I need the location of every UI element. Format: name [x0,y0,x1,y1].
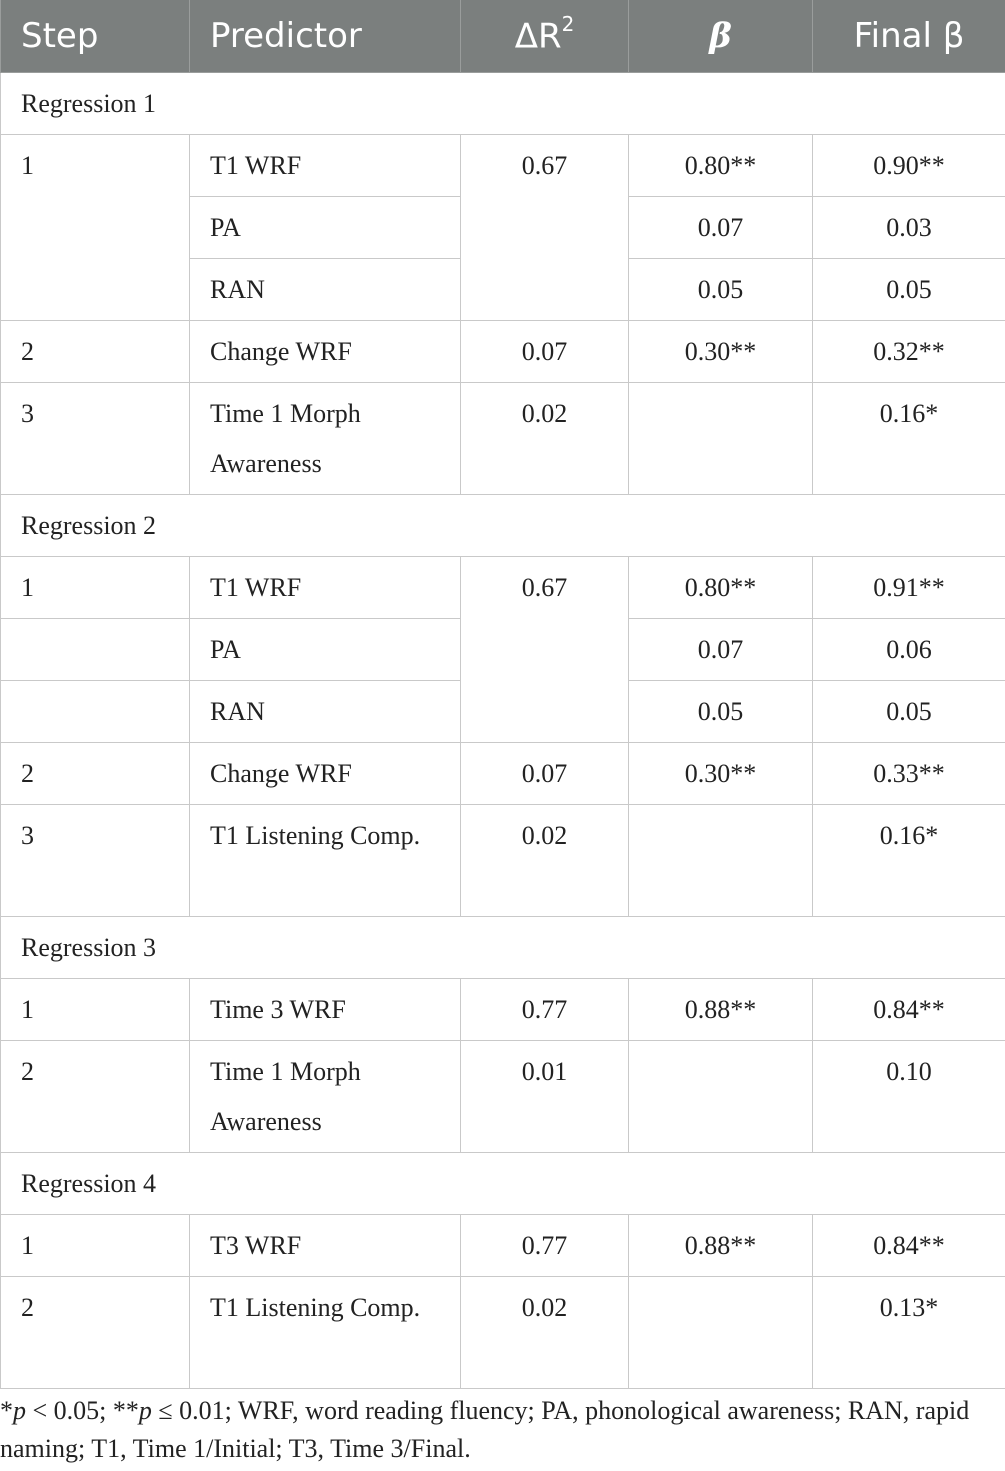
delta-r2-cell: 0.07 [461,321,629,383]
group-title: Regression 4 [1,1153,1005,1215]
predictor-cell: PA [190,619,461,681]
delta-r2-cell: 0.67 [461,135,629,321]
final-beta-cell: 0.84** [813,1215,1005,1277]
final-beta-cell: 0.90** [813,135,1005,197]
footnote-p2: p [138,1396,152,1425]
table-row [1,321,1005,383]
delta-r2-cell: 0.67 [461,557,629,743]
predictor-cell: Change WRF [190,743,461,805]
beta-cell: 0.07 [629,619,813,681]
beta-cell: 0.30** [629,743,813,805]
group-title: Regression 1 [1,73,1005,135]
step-cell: 2 [1,321,190,383]
beta-cell [629,1277,813,1389]
table-row [1,1215,1005,1277]
predictor-cell: Time 1 Morph Awareness [190,1041,461,1153]
table-row [1,743,1005,805]
footnote-p1: p [13,1396,26,1425]
predictor-cell: Time 1 Morph Awareness [190,383,461,495]
step-cell [1,681,190,743]
footnote-sym2: ** [112,1396,139,1425]
final-beta-cell: 0.05 [813,681,1005,743]
predictor-cell: Time 3 WRF [190,979,461,1041]
final-beta-cell: 0.05 [813,259,1005,321]
group-row [1,1153,1005,1215]
final-beta-cell: 0.91** [813,557,1005,619]
table-row [1,1041,1005,1153]
step-cell: 3 [1,805,190,917]
delta-r2-cell: 0.02 [461,1277,629,1389]
beta-cell [629,383,813,495]
predictor-cell: RAN [190,681,461,743]
predictor-cell: PA [190,197,461,259]
header-delta-r-text: ΔR [514,16,562,57]
table-row [1,1277,1005,1389]
group-title: Regression 3 [1,917,1005,979]
group-row [1,495,1005,557]
table-row [1,135,1005,197]
beta-cell [629,1041,813,1153]
step-cell: 2 [1,743,190,805]
table-row [1,805,1005,917]
step-cell: 2 [1,1277,190,1389]
footnote-text2: ≤ 0.01; WRF, word reading fluency; PA, phonological awareness; RAN, rapid naming; T1, Time 1/Initial; T3, Time 3/Final. [0,1396,970,1463]
delta-r2-cell: 0.01 [461,1041,629,1153]
beta-cell: 0.88** [629,1215,813,1277]
group-row [1,73,1005,135]
delta-r2-cell: 0.07 [461,743,629,805]
delta-r2-cell: 0.77 [461,1215,629,1277]
predictor-cell: Change WRF [190,321,461,383]
predictor-cell: T1 Listening Comp. [190,1277,461,1389]
header-row [1,0,1005,73]
predictor-cell: RAN [190,259,461,321]
table-row [1,979,1005,1041]
header-predictor: Predictor [190,0,461,73]
final-beta-cell: 0.84** [813,979,1005,1041]
final-beta-cell: 0.06 [813,619,1005,681]
step-cell: 1 [1,979,190,1041]
beta-cell: 0.80** [629,135,813,197]
final-beta-cell: 0.16* [813,805,1005,917]
predictor-cell: T1 WRF [190,557,461,619]
delta-r2-cell: 0.02 [461,805,629,917]
predictor-cell: T1 WRF [190,135,461,197]
header-delta-r-sup: 2 [561,11,575,36]
beta-cell [629,805,813,917]
step-cell: 3 [1,383,190,495]
final-beta-cell: 0.10 [813,1041,1005,1153]
step-cell: 2 [1,1041,190,1153]
step-cell [1,619,190,681]
footnote-sym1: * [0,1396,13,1425]
final-beta-cell: 0.32** [813,321,1005,383]
beta-cell: 0.07 [629,197,813,259]
beta-cell: 0.05 [629,681,813,743]
table-footnote [0,1392,1005,1468]
header-delta-r2 [461,0,629,73]
group-title: Regression 2 [1,495,1005,557]
header-beta: β [629,0,813,73]
step-cell: 1 [1,1215,190,1277]
final-beta-cell: 0.13* [813,1277,1005,1389]
delta-r2-cell: 0.02 [461,383,629,495]
beta-cell: 0.88** [629,979,813,1041]
table-row [1,383,1005,495]
footnote-text1: < 0.05; [26,1396,113,1425]
predictor-cell: T1 Listening Comp. [190,805,461,917]
step-cell: 1 [1,557,190,619]
delta-r2-cell: 0.77 [461,979,629,1041]
final-beta-cell: 0.16* [813,383,1005,495]
predictor-cell: T3 WRF [190,1215,461,1277]
table-row [1,557,1005,619]
final-beta-cell: 0.33** [813,743,1005,805]
beta-cell: 0.30** [629,321,813,383]
step-cell: 1 [1,135,190,321]
header-step: Step [1,0,190,73]
group-row [1,917,1005,979]
header-final-beta: Final β [813,0,1005,73]
final-beta-cell: 0.03 [813,197,1005,259]
beta-cell: 0.80** [629,557,813,619]
beta-cell: 0.05 [629,259,813,321]
